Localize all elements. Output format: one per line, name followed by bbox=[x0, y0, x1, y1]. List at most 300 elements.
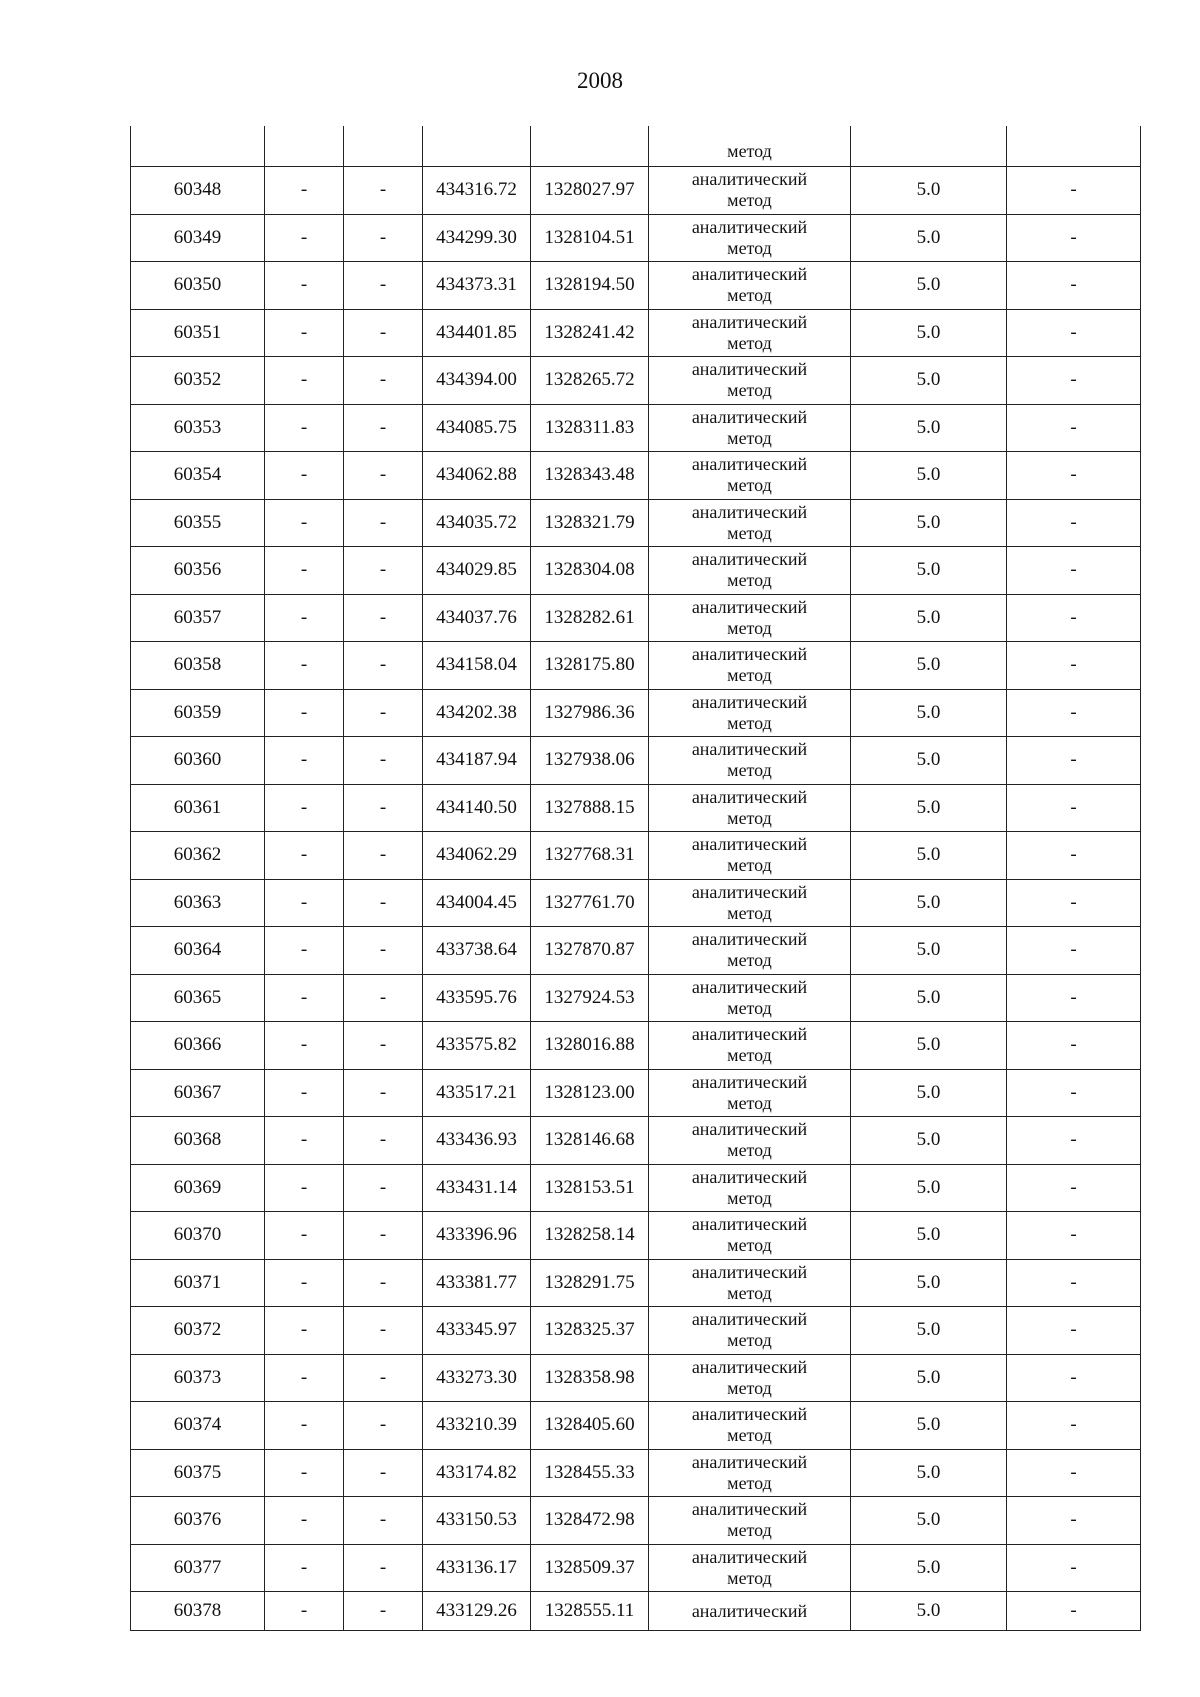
dash-cell: - bbox=[265, 262, 344, 310]
method-cell bbox=[649, 1117, 851, 1165]
dash-cell: - bbox=[344, 1449, 423, 1497]
method-cell bbox=[649, 309, 851, 357]
dash-cell: - bbox=[1007, 642, 1141, 690]
accuracy-cell: 5.0 bbox=[851, 1022, 1007, 1070]
table-row bbox=[131, 167, 1141, 215]
accuracy-cell: 5.0 bbox=[851, 357, 1007, 405]
y-coordinate-cell: 1328194.50 bbox=[531, 262, 649, 310]
dash-cell: - bbox=[1007, 689, 1141, 737]
point-id-cell: 60365 bbox=[131, 974, 265, 1022]
x-coordinate-cell: 433150.53 bbox=[423, 1497, 531, 1545]
accuracy-cell: 5.0 bbox=[851, 1354, 1007, 1402]
method-line: метод bbox=[727, 1520, 772, 1541]
dash-cell: - bbox=[344, 309, 423, 357]
accuracy-cell: 5.0 bbox=[851, 309, 1007, 357]
y-coordinate-cell: 1328291.75 bbox=[531, 1259, 649, 1307]
y-coordinate-cell: 1328358.98 bbox=[531, 1354, 649, 1402]
y-coordinate-cell: 1327938.06 bbox=[531, 737, 649, 785]
method-cell bbox=[649, 1497, 851, 1545]
point-id-cell: 60369 bbox=[131, 1164, 265, 1212]
dash-cell: - bbox=[344, 927, 423, 975]
method-line: аналитический bbox=[691, 1024, 808, 1045]
x-coordinate-cell: 433595.76 bbox=[423, 974, 531, 1022]
dash-cell: - bbox=[1007, 547, 1141, 595]
x-coordinate-cell: 433738.64 bbox=[423, 927, 531, 975]
dash-cell: - bbox=[344, 167, 423, 215]
accuracy-cell: 5.0 bbox=[851, 452, 1007, 500]
method-cell bbox=[649, 262, 851, 310]
dash-cell: - bbox=[265, 1449, 344, 1497]
dash-cell: - bbox=[344, 879, 423, 927]
method-line: аналитический bbox=[691, 454, 808, 475]
dash-cell: - bbox=[265, 927, 344, 975]
dash-cell: - bbox=[1007, 167, 1141, 215]
table-row bbox=[131, 1259, 1141, 1307]
y-coordinate-cell: 1328455.33 bbox=[531, 1449, 649, 1497]
accuracy-cell: 5.0 bbox=[851, 879, 1007, 927]
accuracy-cell: 5.0 bbox=[851, 1402, 1007, 1450]
table-body bbox=[131, 126, 1141, 1631]
method-line: метод bbox=[727, 332, 772, 353]
dash-cell: - bbox=[1007, 1592, 1141, 1631]
dash-cell: - bbox=[344, 547, 423, 595]
method-line: метод bbox=[727, 902, 772, 923]
x-coordinate-cell: 434140.50 bbox=[423, 784, 531, 832]
point-id-cell: 60352 bbox=[131, 357, 265, 405]
method-line: аналитический bbox=[691, 549, 808, 570]
method-line: метод bbox=[727, 1282, 772, 1303]
table-row bbox=[131, 1402, 1141, 1450]
dash-cell: - bbox=[1007, 974, 1141, 1022]
method-line: метод bbox=[727, 427, 772, 448]
method-line: метод bbox=[727, 1092, 772, 1113]
accuracy-cell: 5.0 bbox=[851, 642, 1007, 690]
dash-cell: - bbox=[1007, 1354, 1141, 1402]
page-number: 2008 bbox=[577, 68, 623, 93]
dash-cell: - bbox=[265, 452, 344, 500]
y-coordinate-cell: 1328325.37 bbox=[531, 1307, 649, 1355]
method-cell bbox=[649, 832, 851, 880]
dash-cell: - bbox=[1007, 452, 1141, 500]
table-row bbox=[131, 1544, 1141, 1592]
y-coordinate-cell: 1328311.83 bbox=[531, 404, 649, 452]
method-line: метод bbox=[727, 997, 772, 1018]
dash-cell: - bbox=[1007, 1497, 1141, 1545]
point-id-cell: 60355 bbox=[131, 499, 265, 547]
dash-cell: - bbox=[344, 1259, 423, 1307]
dash-cell: - bbox=[344, 1592, 423, 1631]
method-cell bbox=[649, 404, 851, 452]
method-cell bbox=[649, 547, 851, 595]
method-cell bbox=[649, 974, 851, 1022]
table-row bbox=[131, 737, 1141, 785]
method-line: метод bbox=[727, 950, 772, 971]
point-id-cell: 60358 bbox=[131, 642, 265, 690]
table-row bbox=[131, 927, 1141, 975]
accuracy-cell: 5.0 bbox=[851, 1544, 1007, 1592]
method-line: метод bbox=[727, 1472, 772, 1493]
table-row bbox=[131, 1164, 1141, 1212]
table-row bbox=[131, 309, 1141, 357]
accuracy-cell: 5.0 bbox=[851, 832, 1007, 880]
accuracy-cell: 5.0 bbox=[851, 1497, 1007, 1545]
dash-cell: - bbox=[344, 1497, 423, 1545]
accuracy-cell: 5.0 bbox=[851, 547, 1007, 595]
dash-cell: - bbox=[265, 689, 344, 737]
accuracy-cell: 5.0 bbox=[851, 404, 1007, 452]
x-coordinate-cell: 434035.72 bbox=[423, 499, 531, 547]
accuracy-cell: 5.0 bbox=[851, 689, 1007, 737]
method-cell bbox=[649, 499, 851, 547]
method-line: аналитический bbox=[691, 264, 808, 285]
dash-cell: - bbox=[265, 784, 344, 832]
continuation-row bbox=[131, 126, 1141, 167]
dash-cell: - bbox=[1007, 214, 1141, 262]
method-line: аналитический bbox=[691, 1356, 808, 1377]
dash-cell: - bbox=[265, 832, 344, 880]
dash-cell: - bbox=[265, 1069, 344, 1117]
method-line: аналитический bbox=[691, 644, 808, 665]
y-coordinate-cell: 1328175.80 bbox=[531, 642, 649, 690]
point-id-cell: 60367 bbox=[131, 1069, 265, 1117]
table-row bbox=[131, 1117, 1141, 1165]
point-id-cell: 60364 bbox=[131, 927, 265, 975]
x-coordinate-cell: 434373.31 bbox=[423, 262, 531, 310]
y-coordinate-cell: 1328258.14 bbox=[531, 1212, 649, 1260]
dash-cell: - bbox=[265, 547, 344, 595]
method-cell bbox=[649, 879, 851, 927]
dash-cell: - bbox=[1007, 832, 1141, 880]
table-row bbox=[131, 1212, 1141, 1260]
dash-cell: - bbox=[265, 1164, 344, 1212]
dash-cell: - bbox=[265, 214, 344, 262]
point-id-cell: 60353 bbox=[131, 404, 265, 452]
method-line: метод bbox=[727, 855, 772, 876]
method-line: аналитический bbox=[691, 406, 808, 427]
dash-cell: - bbox=[265, 642, 344, 690]
dash-cell: - bbox=[344, 262, 423, 310]
dash-cell: - bbox=[344, 784, 423, 832]
accuracy-cell: 5.0 bbox=[851, 927, 1007, 975]
point-id-cell: 60366 bbox=[131, 1022, 265, 1070]
table-cell bbox=[531, 126, 649, 167]
dash-cell: - bbox=[344, 832, 423, 880]
dash-cell: - bbox=[344, 357, 423, 405]
method-line: метод bbox=[727, 522, 772, 543]
y-coordinate-cell: 1328555.11 bbox=[531, 1592, 649, 1631]
table-row bbox=[131, 1449, 1141, 1497]
method-line: метод bbox=[727, 1330, 772, 1351]
y-coordinate-cell: 1328265.72 bbox=[531, 357, 649, 405]
table-row bbox=[131, 262, 1141, 310]
x-coordinate-cell: 433273.30 bbox=[423, 1354, 531, 1402]
method-line: аналитический bbox=[691, 501, 808, 522]
dash-cell: - bbox=[344, 499, 423, 547]
dash-cell: - bbox=[344, 1212, 423, 1260]
y-coordinate-cell: 1327888.15 bbox=[531, 784, 649, 832]
method-line: метод bbox=[727, 760, 772, 781]
table-row bbox=[131, 879, 1141, 927]
y-coordinate-cell: 1328104.51 bbox=[531, 214, 649, 262]
y-coordinate-cell: 1327870.87 bbox=[531, 927, 649, 975]
x-coordinate-cell: 434037.76 bbox=[423, 594, 531, 642]
method-line: аналитический bbox=[691, 1261, 808, 1282]
method-line: метод bbox=[727, 285, 772, 306]
dash-cell: - bbox=[344, 642, 423, 690]
x-coordinate-cell: 433431.14 bbox=[423, 1164, 531, 1212]
dash-cell: - bbox=[1007, 594, 1141, 642]
method-cell bbox=[649, 357, 851, 405]
method-cell bbox=[649, 1022, 851, 1070]
table-cell bbox=[131, 126, 265, 167]
method-line: метод bbox=[727, 1045, 772, 1066]
point-id-cell: 60376 bbox=[131, 1497, 265, 1545]
dash-cell: - bbox=[344, 1022, 423, 1070]
dash-cell: - bbox=[265, 1212, 344, 1260]
y-coordinate-cell: 1328405.60 bbox=[531, 1402, 649, 1450]
method-cell bbox=[649, 214, 851, 262]
method-line: аналитический bbox=[691, 1166, 808, 1187]
method-cell bbox=[649, 927, 851, 975]
accuracy-cell: 5.0 bbox=[851, 262, 1007, 310]
method-line: аналитический bbox=[691, 1404, 808, 1425]
method-cell bbox=[649, 689, 851, 737]
table-row bbox=[131, 1354, 1141, 1402]
dash-cell: - bbox=[1007, 1117, 1141, 1165]
accuracy-cell: 5.0 bbox=[851, 1449, 1007, 1497]
dash-cell: - bbox=[1007, 1212, 1141, 1260]
method-line: метод bbox=[727, 570, 772, 591]
method-line: аналитический bbox=[691, 169, 808, 190]
dash-cell: - bbox=[1007, 499, 1141, 547]
dash-cell: - bbox=[1007, 879, 1141, 927]
method-line: аналитический bbox=[691, 1451, 808, 1472]
method-line: метод bbox=[727, 617, 772, 638]
method-cell bbox=[649, 737, 851, 785]
table-cell bbox=[344, 126, 423, 167]
table-row bbox=[131, 547, 1141, 595]
table-row bbox=[131, 1022, 1141, 1070]
method-line: метод bbox=[727, 1377, 772, 1398]
method-line: аналитический bbox=[691, 1119, 808, 1140]
accuracy-cell: 5.0 bbox=[851, 1164, 1007, 1212]
point-id-cell: 60349 bbox=[131, 214, 265, 262]
accuracy-cell: 5.0 bbox=[851, 1117, 1007, 1165]
accuracy-cell: 5.0 bbox=[851, 1212, 1007, 1260]
x-coordinate-cell: 433517.21 bbox=[423, 1069, 531, 1117]
method-line: метод bbox=[727, 190, 772, 211]
point-id-cell: 60362 bbox=[131, 832, 265, 880]
dash-cell: - bbox=[1007, 262, 1141, 310]
table-row bbox=[131, 974, 1141, 1022]
accuracy-cell: 5.0 bbox=[851, 974, 1007, 1022]
x-coordinate-cell: 434401.85 bbox=[423, 309, 531, 357]
method-cell bbox=[649, 1307, 851, 1355]
method-cell bbox=[649, 1354, 851, 1402]
table-cell bbox=[423, 126, 531, 167]
table-row bbox=[131, 214, 1141, 262]
dash-cell: - bbox=[265, 1307, 344, 1355]
x-coordinate-cell: 434187.94 bbox=[423, 737, 531, 785]
dash-cell: - bbox=[1007, 1544, 1141, 1592]
method-line: метод bbox=[727, 475, 772, 496]
dash-cell: - bbox=[1007, 1022, 1141, 1070]
method-line: аналитический bbox=[691, 216, 808, 237]
method-cell bbox=[649, 1212, 851, 1260]
point-id-cell: 60378 bbox=[131, 1592, 265, 1631]
point-id-cell: 60374 bbox=[131, 1402, 265, 1450]
x-coordinate-cell: 434085.75 bbox=[423, 404, 531, 452]
table-cell bbox=[265, 126, 344, 167]
point-id-cell: 60360 bbox=[131, 737, 265, 785]
table-cell bbox=[851, 126, 1007, 167]
y-coordinate-cell: 1328472.98 bbox=[531, 1497, 649, 1545]
method-cell bbox=[649, 167, 851, 215]
accuracy-cell: 5.0 bbox=[851, 737, 1007, 785]
x-coordinate-cell: 434004.45 bbox=[423, 879, 531, 927]
dash-cell: - bbox=[344, 974, 423, 1022]
method-line: метод bbox=[727, 665, 772, 686]
table-row bbox=[131, 1069, 1141, 1117]
method-line: метод bbox=[727, 712, 772, 733]
x-coordinate-cell: 433575.82 bbox=[423, 1022, 531, 1070]
dash-cell: - bbox=[1007, 404, 1141, 452]
point-id-cell: 60348 bbox=[131, 167, 265, 215]
y-coordinate-cell: 1328321.79 bbox=[531, 499, 649, 547]
point-id-cell: 60373 bbox=[131, 1354, 265, 1402]
x-coordinate-cell: 434158.04 bbox=[423, 642, 531, 690]
dash-cell: - bbox=[1007, 737, 1141, 785]
dash-cell: - bbox=[265, 357, 344, 405]
table-row bbox=[131, 1497, 1141, 1545]
x-coordinate-cell: 434202.38 bbox=[423, 689, 531, 737]
accuracy-cell: 5.0 bbox=[851, 1069, 1007, 1117]
x-coordinate-cell: 434394.00 bbox=[423, 357, 531, 405]
x-coordinate-cell: 433210.39 bbox=[423, 1402, 531, 1450]
y-coordinate-cell: 1328153.51 bbox=[531, 1164, 649, 1212]
method-line: аналитический bbox=[691, 1214, 808, 1235]
dash-cell: - bbox=[1007, 1449, 1141, 1497]
y-coordinate-cell: 1328282.61 bbox=[531, 594, 649, 642]
dash-cell: - bbox=[344, 737, 423, 785]
y-coordinate-cell: 1327768.31 bbox=[531, 832, 649, 880]
dash-cell: - bbox=[265, 879, 344, 927]
accuracy-cell: 5.0 bbox=[851, 1259, 1007, 1307]
method-line: метод bbox=[727, 1425, 772, 1446]
table-row bbox=[131, 357, 1141, 405]
y-coordinate-cell: 1328146.68 bbox=[531, 1117, 649, 1165]
accuracy-cell: 5.0 bbox=[851, 784, 1007, 832]
point-id-cell: 60354 bbox=[131, 452, 265, 500]
coordinates-table bbox=[130, 126, 1141, 1631]
dash-cell: - bbox=[344, 1069, 423, 1117]
x-coordinate-cell: 434062.88 bbox=[423, 452, 531, 500]
x-coordinate-cell: 434029.85 bbox=[423, 547, 531, 595]
method-line: аналитический bbox=[691, 359, 808, 380]
method-line: метод bbox=[727, 237, 772, 258]
point-id-cell: 60361 bbox=[131, 784, 265, 832]
x-coordinate-cell: 434062.29 bbox=[423, 832, 531, 880]
method-line: метод bbox=[727, 1140, 772, 1161]
table-row bbox=[131, 499, 1141, 547]
method-line: аналитический bbox=[691, 1499, 808, 1520]
y-coordinate-cell: 1328304.08 bbox=[531, 547, 649, 595]
dash-cell: - bbox=[265, 1402, 344, 1450]
method-cell bbox=[649, 452, 851, 500]
dash-cell: - bbox=[265, 737, 344, 785]
dash-cell: - bbox=[265, 1259, 344, 1307]
point-id-cell: 60372 bbox=[131, 1307, 265, 1355]
method-line: метод bbox=[727, 1235, 772, 1256]
method-cell bbox=[649, 1164, 851, 1212]
y-coordinate-cell: 1328509.37 bbox=[531, 1544, 649, 1592]
dash-cell: - bbox=[265, 499, 344, 547]
method-cell bbox=[649, 784, 851, 832]
y-coordinate-cell: 1328343.48 bbox=[531, 452, 649, 500]
method-line: аналитический bbox=[691, 881, 808, 902]
table-row bbox=[131, 642, 1141, 690]
dash-cell: - bbox=[265, 1592, 344, 1631]
y-coordinate-cell: 1328016.88 bbox=[531, 1022, 649, 1070]
x-coordinate-cell: 434299.30 bbox=[423, 214, 531, 262]
table-row bbox=[131, 1307, 1141, 1355]
method-line: аналитический bbox=[691, 976, 808, 997]
dash-cell: - bbox=[265, 1117, 344, 1165]
x-coordinate-cell: 433436.93 bbox=[423, 1117, 531, 1165]
point-id-cell: 60377 bbox=[131, 1544, 265, 1592]
accuracy-cell: 5.0 bbox=[851, 499, 1007, 547]
method-line: аналитический bbox=[691, 834, 808, 855]
dash-cell: - bbox=[265, 974, 344, 1022]
method-line: аналитический bbox=[691, 691, 808, 712]
y-coordinate-cell: 1328027.97 bbox=[531, 167, 649, 215]
x-coordinate-cell: 433136.17 bbox=[423, 1544, 531, 1592]
table-cell bbox=[1007, 126, 1141, 167]
method-line: метод bbox=[727, 807, 772, 828]
accuracy-cell: 5.0 bbox=[851, 214, 1007, 262]
dash-cell: - bbox=[344, 452, 423, 500]
dash-cell: - bbox=[344, 1164, 423, 1212]
table-row bbox=[131, 689, 1141, 737]
method-cell bbox=[649, 1069, 851, 1117]
method-cell bbox=[649, 594, 851, 642]
method-line: аналитический bbox=[691, 596, 808, 617]
method-cell: метод bbox=[649, 126, 851, 167]
accuracy-cell: 5.0 bbox=[851, 1592, 1007, 1631]
dash-cell: - bbox=[265, 1354, 344, 1402]
point-id-cell: 60359 bbox=[131, 689, 265, 737]
dash-cell: - bbox=[1007, 1069, 1141, 1117]
x-coordinate-cell: 433174.82 bbox=[423, 1449, 531, 1497]
y-coordinate-cell: 1327924.53 bbox=[531, 974, 649, 1022]
accuracy-cell: 5.0 bbox=[851, 1307, 1007, 1355]
method-line: аналитический bbox=[691, 1071, 808, 1092]
dash-cell: - bbox=[1007, 1307, 1141, 1355]
method-line: аналитический bbox=[691, 786, 808, 807]
method-line: метод bbox=[727, 1567, 772, 1588]
dash-cell: - bbox=[344, 1402, 423, 1450]
table-row bbox=[131, 832, 1141, 880]
dash-cell: - bbox=[344, 689, 423, 737]
point-id-cell: 60368 bbox=[131, 1117, 265, 1165]
dash-cell: - bbox=[344, 1117, 423, 1165]
dash-cell: - bbox=[344, 594, 423, 642]
point-id-cell: 60357 bbox=[131, 594, 265, 642]
table-row bbox=[131, 594, 1141, 642]
point-id-cell: 60371 bbox=[131, 1259, 265, 1307]
y-coordinate-cell: 1327986.36 bbox=[531, 689, 649, 737]
table-row bbox=[131, 404, 1141, 452]
